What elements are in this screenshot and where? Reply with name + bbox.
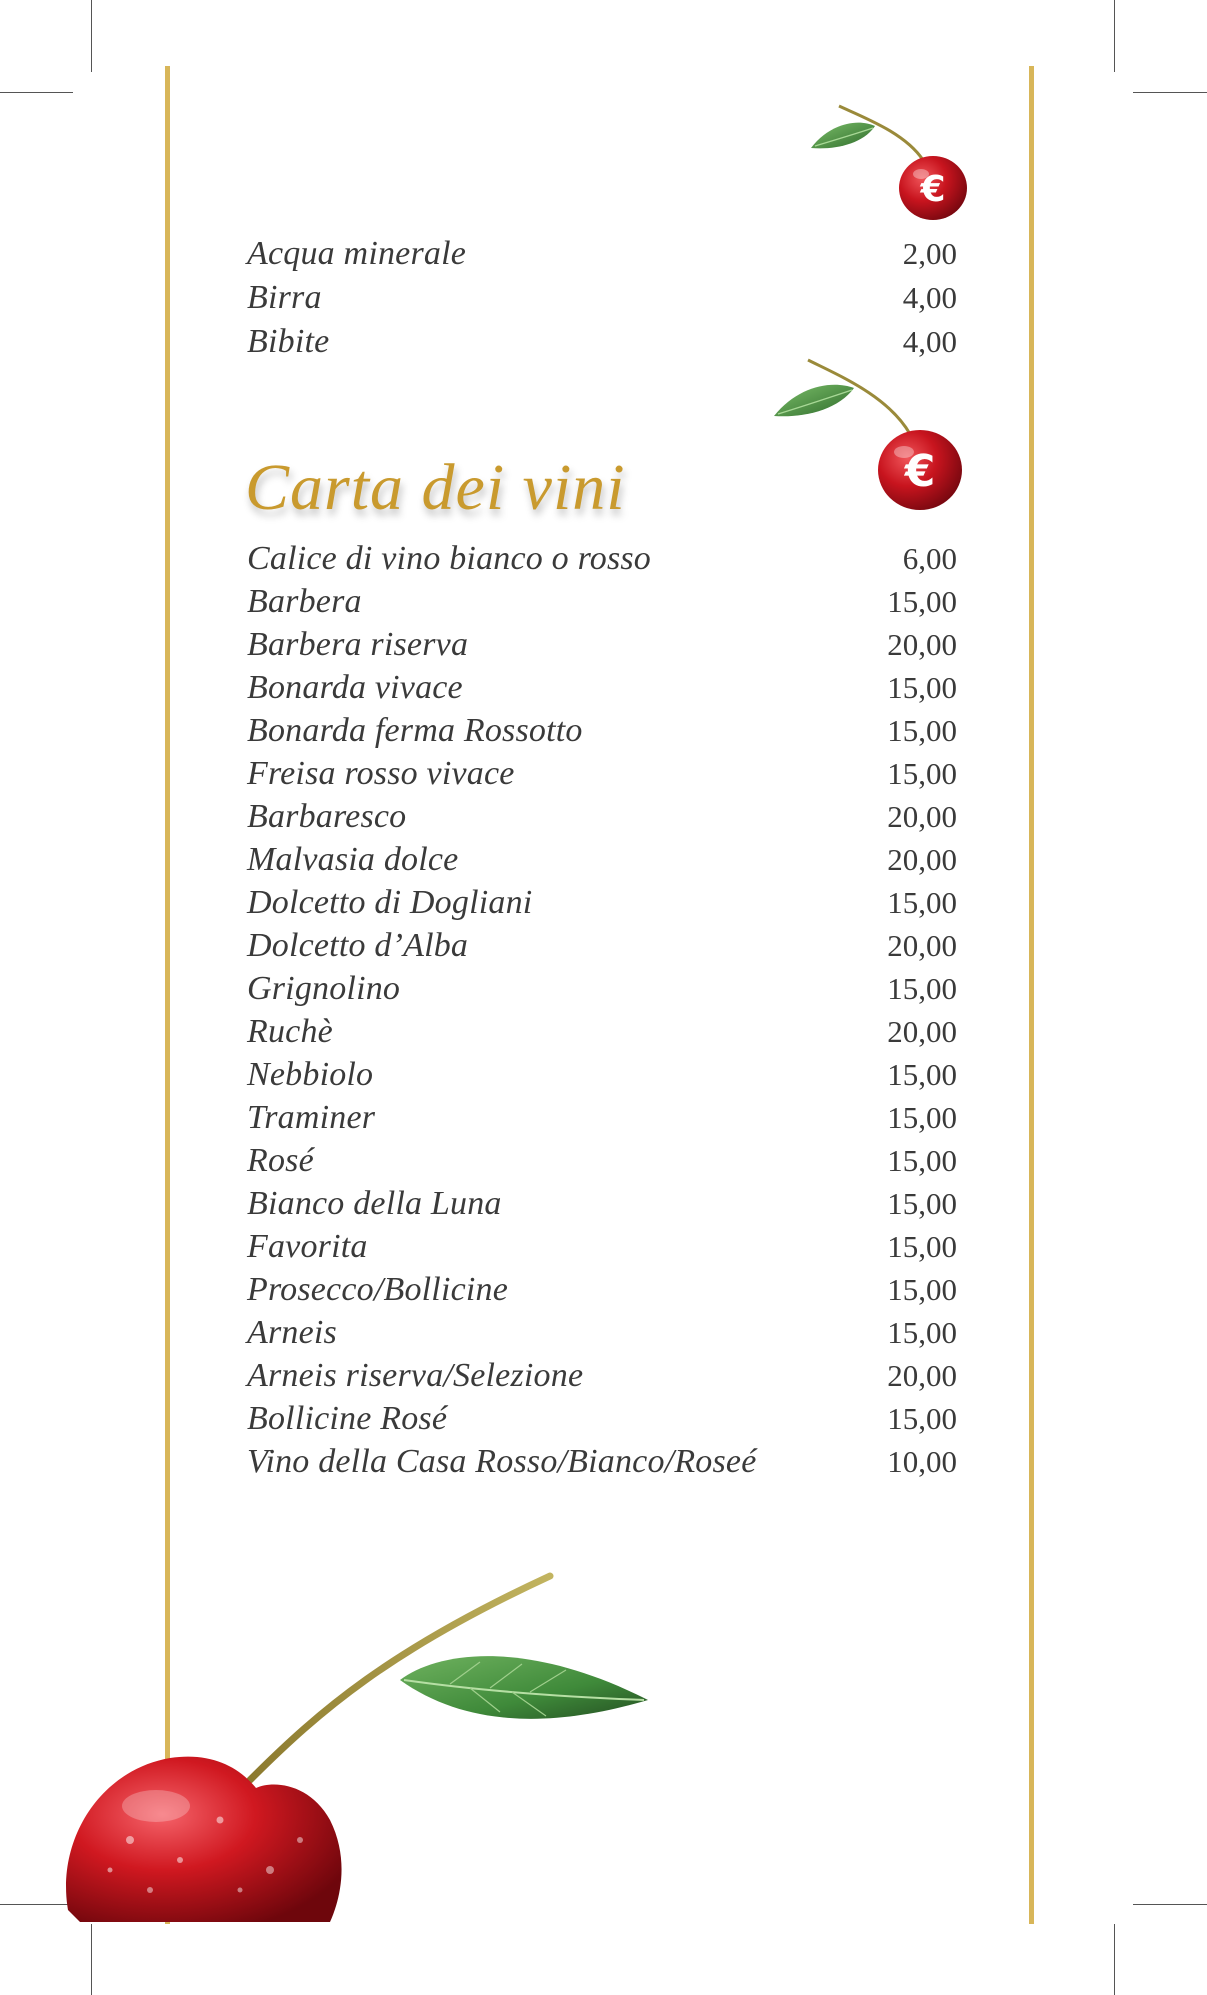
cherry-euro-icon [805, 98, 975, 228]
list-item [247, 1357, 957, 1397]
list-item [247, 1400, 957, 1440]
item-price: 4,00 [902, 324, 957, 359]
list-item [247, 540, 957, 580]
right-gold-border [1029, 66, 1034, 1924]
list-item [247, 1228, 957, 1268]
item-price: 15,00 [887, 584, 957, 619]
item-price: 10,00 [887, 1444, 957, 1479]
item-name: Arneis [247, 1314, 337, 1351]
item-name: Rosé [247, 1142, 314, 1179]
item-name: Dolcetto d’Alba [247, 927, 469, 964]
cherry-euro-icon [770, 356, 970, 516]
crop-mark-top-right-h [1133, 92, 1207, 93]
list-item [247, 626, 957, 666]
item-price: 15,00 [887, 1100, 957, 1135]
item-price: 15,00 [887, 1057, 957, 1092]
item-name: Grignolino [247, 970, 401, 1007]
list-item [247, 583, 957, 623]
item-name: Nebbiolo [247, 1056, 374, 1093]
list-item [247, 970, 957, 1010]
list-item [247, 1013, 957, 1053]
list-item [247, 884, 957, 924]
list-item [247, 1271, 957, 1311]
item-price: 15,00 [887, 670, 957, 705]
item-name: Traminer [247, 1099, 376, 1136]
list-item [247, 798, 957, 838]
item-price: 15,00 [887, 1401, 957, 1436]
list-item [247, 1142, 957, 1182]
item-name: Acqua minerale [247, 235, 467, 272]
cherry-illustration [60, 1570, 660, 1930]
item-name: Freisa rosso vivace [247, 755, 515, 792]
item-name: Malvasia dolce [247, 841, 459, 878]
item-name: Favorita [247, 1228, 368, 1265]
item-name: Calice di vino bianco o rosso [247, 540, 652, 577]
item-price: 20,00 [887, 928, 957, 963]
list-item [247, 1185, 957, 1225]
item-name: Bollicine Rosé [247, 1400, 448, 1437]
list-item [247, 712, 957, 752]
item-price: 20,00 [887, 842, 957, 877]
list-item [247, 669, 957, 709]
item-name: Dolcetto di Dogliani [247, 884, 533, 921]
item-name: Barbera [247, 583, 362, 620]
item-name: Bibite [247, 323, 330, 360]
item-name: Birra [247, 279, 322, 316]
item-price: 20,00 [887, 627, 957, 662]
item-price: 4,00 [902, 280, 957, 315]
item-price: 20,00 [887, 1014, 957, 1049]
item-price: 15,00 [887, 756, 957, 791]
item-price: 15,00 [887, 1143, 957, 1178]
item-name: Arneis riserva/Selezione [247, 1357, 584, 1394]
item-name: Ruchè [247, 1013, 333, 1050]
item-name: Barbaresco [247, 798, 407, 835]
item-price: 15,00 [887, 1229, 957, 1264]
item-name: Prosecco/Bollicine [247, 1271, 509, 1308]
crop-mark-bottom-right-h [1133, 1904, 1207, 1905]
item-name: Vino della Casa Rosso/Bianco/Roseé [247, 1443, 757, 1480]
item-name: Barbera riserva [247, 626, 469, 663]
item-price: 15,00 [887, 1186, 957, 1221]
item-price: 20,00 [887, 1358, 957, 1393]
item-price: 15,00 [887, 1315, 957, 1350]
item-price: 15,00 [887, 971, 957, 1006]
crop-mark-bottom-right-v [1114, 1924, 1115, 1995]
crop-mark-bottom-left-v [91, 1924, 92, 1995]
item-name: Bianco della Luna [247, 1185, 502, 1222]
list-item [247, 1099, 957, 1139]
item-price: 15,00 [887, 713, 957, 748]
crop-mark-top-left-v [91, 0, 92, 72]
item-price: 2,00 [902, 236, 957, 271]
list-item [247, 755, 957, 795]
section-title: Carta dei vini [245, 451, 626, 524]
item-price: 20,00 [887, 799, 957, 834]
list-item [247, 1314, 957, 1354]
euro-symbol: € [920, 169, 946, 210]
list-item [247, 841, 957, 881]
crop-mark-top-left-h [0, 92, 73, 93]
list-item [247, 235, 957, 275]
list-item [247, 927, 957, 967]
list-item [247, 1056, 957, 1096]
list-item [247, 279, 957, 319]
item-name: Bonarda vivace [247, 669, 463, 706]
euro-symbol: € [904, 446, 936, 497]
list-item [247, 1443, 957, 1483]
item-price: 6,00 [902, 541, 957, 576]
item-price: 15,00 [887, 1272, 957, 1307]
item-price: 15,00 [887, 885, 957, 920]
crop-mark-top-right-v [1114, 0, 1115, 72]
item-name: Bonarda ferma Rossotto [247, 712, 583, 749]
